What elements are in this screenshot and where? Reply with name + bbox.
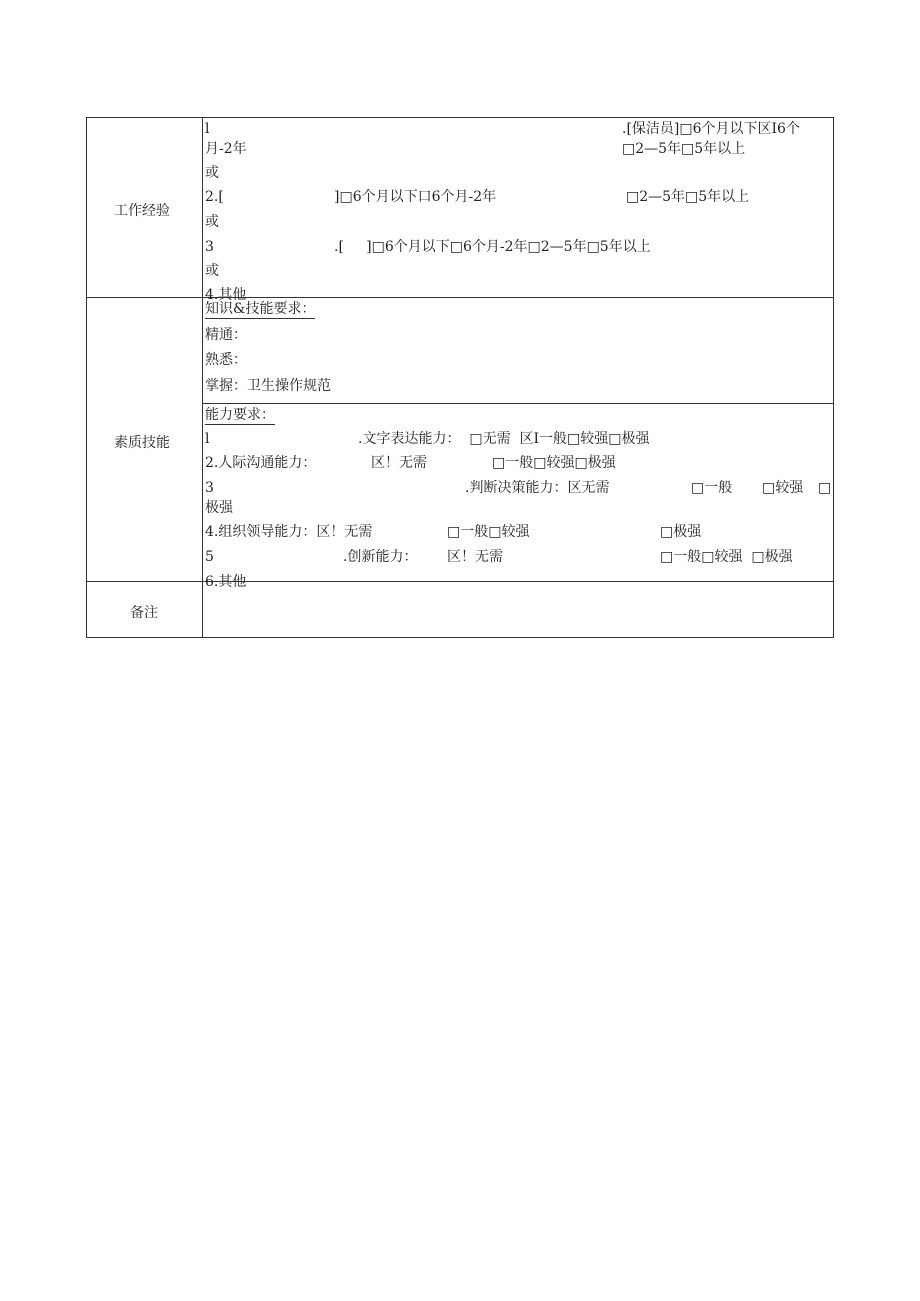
- exp-line2-right: □2—5年□5年以上: [626, 189, 750, 205]
- ability-row1-num: l: [205, 431, 210, 447]
- ability-row5-text: .创新能力：: [343, 549, 418, 565]
- ability-row6-partial: 6.其他: [205, 574, 247, 590]
- remarks-value-cell: [203, 582, 833, 637]
- knowledge-proficient: 精通：: [205, 327, 247, 343]
- exp-or-1: 或: [205, 165, 219, 181]
- exp-line2-left: 2.[: [205, 189, 224, 205]
- ability-row4-text: 4.组织领导能力：区！无需: [205, 524, 373, 540]
- exp-line3-text: .[ ]□6个月以下□6个月-2年□2—5年□5年以上: [334, 239, 651, 255]
- table-border-bottom: [86, 637, 834, 638]
- exp-line4-partial: 4.其他: [205, 287, 247, 303]
- ability-row3-opt2: □较强: [762, 480, 804, 496]
- ability-row4-right: □极强: [660, 524, 702, 540]
- ability-row3-opt1: □一般: [691, 480, 733, 496]
- ability-row4-mid: □一般□较强: [447, 524, 530, 540]
- table-border-right: [833, 117, 834, 638]
- ability-row5-num: 5: [205, 549, 214, 565]
- exp-or-3: 或: [205, 263, 219, 279]
- remarks-label: 备注: [130, 605, 158, 621]
- ability-row3-opt3: □: [818, 480, 832, 496]
- ability-heading: 能力要求：: [205, 407, 275, 423]
- knowledge-familiar: 熟悉：: [205, 352, 247, 368]
- work-experience-cell: [203, 118, 833, 303]
- ability-row2-mid: 区！无需: [371, 455, 427, 471]
- exp-line2-mid: ]□6个月以下口6个月-2年: [334, 189, 497, 205]
- work-experience-label: 工作经验: [114, 203, 170, 219]
- ability-cell: [203, 404, 833, 590]
- ability-row1-text: .文字表达能力： □无需 区I一般□较强□极强: [358, 431, 650, 447]
- exp-or-2: 或: [205, 214, 219, 230]
- ability-row5-mid: 区！无需: [447, 549, 503, 565]
- table-border-left: [86, 117, 87, 638]
- exp-line3-num: 3: [205, 239, 214, 255]
- ability-row3-cont: 极强: [205, 500, 233, 516]
- ability-row2-right: □一般□较强□极强: [492, 455, 616, 471]
- ability-row3-text: .判断决策能力：区无需: [465, 480, 610, 496]
- knowledge-master: 掌握：卫生操作规范: [205, 378, 331, 394]
- exp-line1-num: l: [205, 121, 210, 137]
- skills-label: 素质技能: [114, 435, 170, 451]
- ability-row3-num: 3: [205, 480, 214, 496]
- knowledge-cell: [203, 298, 833, 403]
- ability-row2-text: 2.人际沟通能力：: [205, 455, 317, 471]
- exp-line1-text: .[保洁员]□6个月以下区I6个: [622, 121, 800, 137]
- knowledge-heading: 知识&技能要求：: [205, 301, 316, 317]
- exp-line1-cont-right: □2—5年□5年以上: [622, 141, 746, 157]
- exp-line1-cont-left: 月-2年: [205, 141, 247, 157]
- ability-row5-right: □一般□较强 □极强: [660, 549, 793, 565]
